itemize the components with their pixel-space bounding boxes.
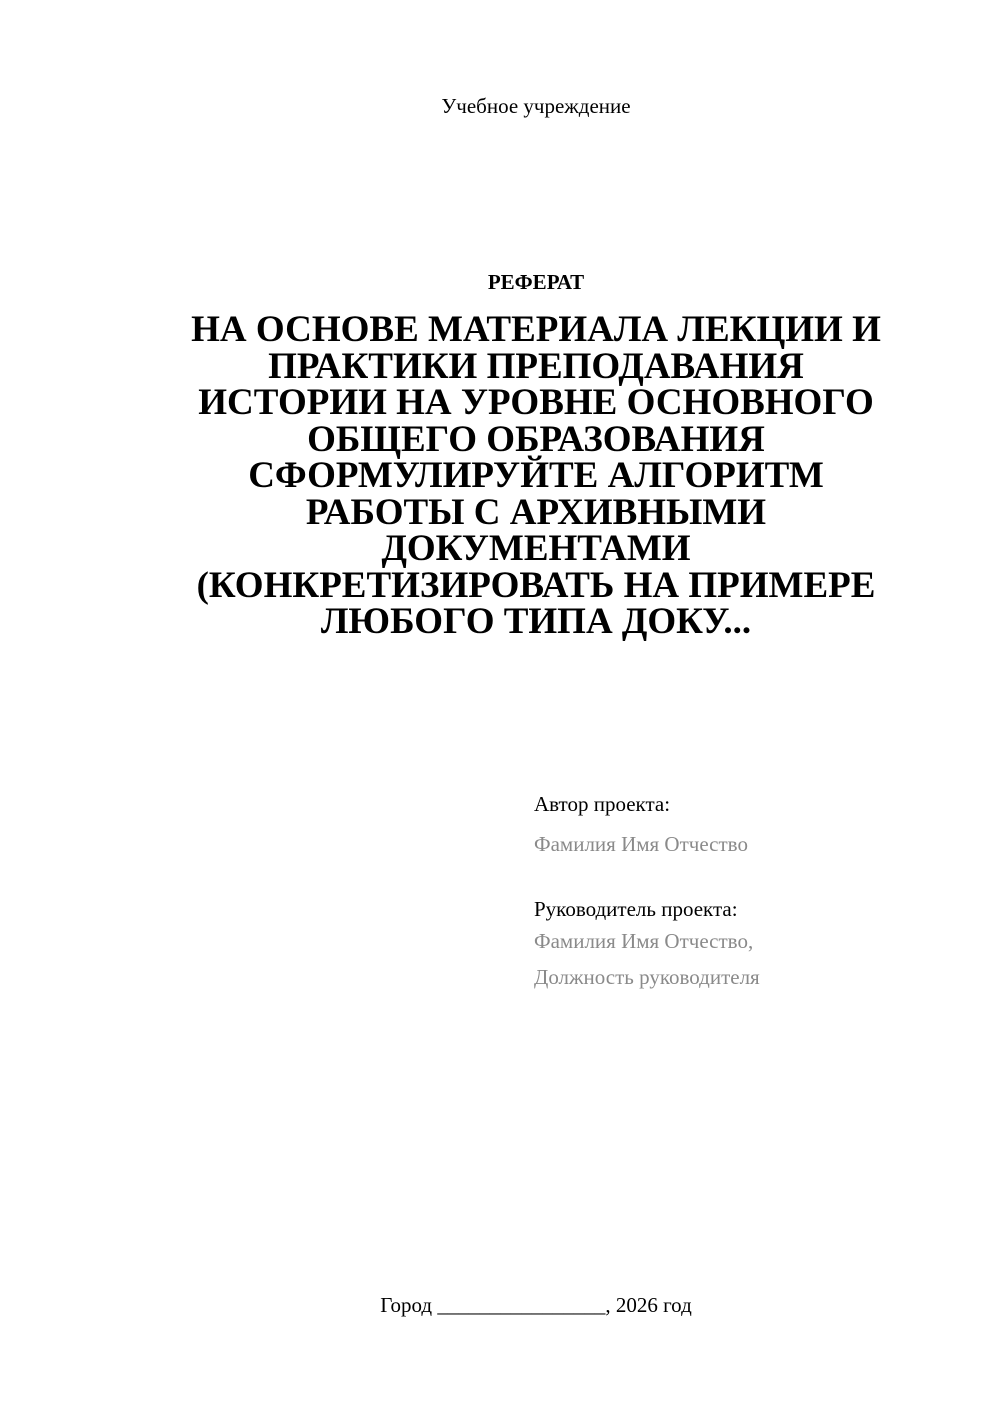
- supervisor-label: Руководитель проекта:: [534, 897, 738, 921]
- document-type: РЕФЕРАТ: [487, 270, 585, 294]
- supervisor-position: Должность руководителя: [534, 965, 760, 989]
- institution-name: Учебное учреждение: [441, 94, 631, 118]
- author-block: [534, 790, 974, 862]
- author-name: Фамилия Имя Отчество: [534, 832, 748, 856]
- supervisor-block: [534, 895, 974, 995]
- author-label: Автор проекта:: [534, 792, 671, 816]
- city-year-footer: Город ________________, 2026 год: [380, 1293, 692, 1317]
- supervisor-name: Фамилия Имя Отчество,: [534, 929, 754, 953]
- document-title: НА ОСНОВЕ МАТЕРИАЛА ЛЕКЦИИ И ПРАКТИКИ ПРЕПОДАВАНИЯ ИСТОРИИ НА УРОВНЕ ОСНОВНОГО ОБЩЕГО ОБРАЗОВАНИЯ СФОРМУЛИРУЙТЕ АЛГОРИТМ РАБОТЫ С АРХИВНЫМИ ДОКУМЕНТАМИ (КОНКРЕТИЗИРОВАТЬ НА ПРИМЕРЕ ЛЮБОГО ТИПА ДОКУ...: [191, 309, 881, 642]
